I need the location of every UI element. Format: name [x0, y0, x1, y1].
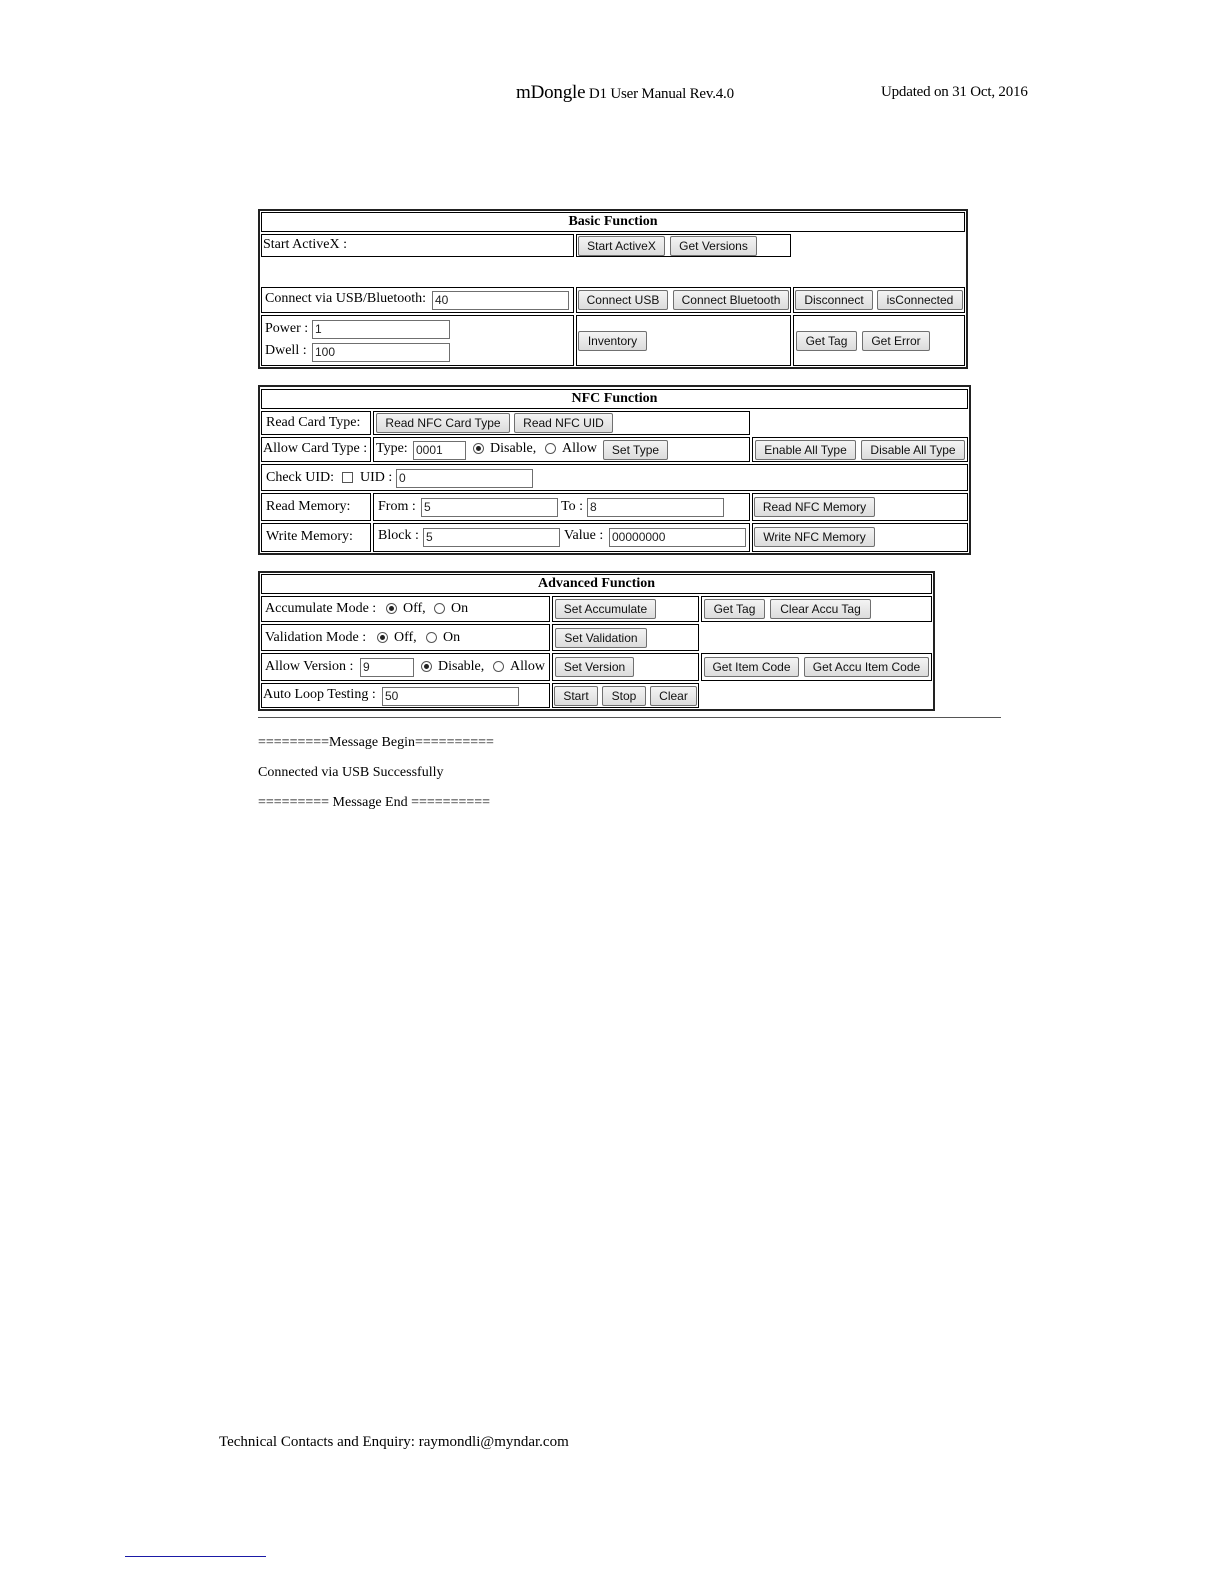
set-version-button[interactable]: Set Version	[555, 657, 634, 677]
isconnected-button[interactable]: isConnected	[877, 290, 963, 310]
version-disable-radio[interactable]	[421, 661, 432, 672]
clear-button[interactable]: Clear	[650, 686, 697, 706]
to-input[interactable]: 8	[587, 498, 724, 517]
set-validation-button[interactable]: Set Validation	[555, 628, 647, 648]
card-type-disable-label: Disable,	[490, 441, 537, 456]
disable-all-type-button[interactable]: Disable All Type	[861, 440, 965, 460]
get-versions-button[interactable]: Get Versions	[670, 236, 757, 256]
accumulate-off-radio[interactable]	[386, 603, 397, 614]
card-type-allow-radio[interactable]	[545, 443, 556, 454]
disconnect-button[interactable]: Disconnect	[795, 290, 873, 310]
auto-loop-input[interactable]: 50	[382, 687, 519, 706]
uid-input[interactable]: 0	[396, 469, 533, 488]
message-divider	[258, 717, 1001, 718]
dwell-input[interactable]: 100	[312, 343, 450, 362]
message-begin: =========Message Begin==========	[258, 735, 494, 750]
validation-mode-label: Validation Mode :	[265, 630, 367, 645]
value-label: Value :	[564, 528, 604, 543]
validation-off-label: Off,	[394, 630, 417, 645]
manual-name: D1 User Manual Rev.4.0	[588, 86, 734, 102]
accumulate-on-radio[interactable]	[434, 603, 445, 614]
from-label: From :	[378, 499, 416, 514]
version-allow-label: Allow	[510, 659, 545, 674]
accumulate-mode-label: Accumulate Mode :	[265, 601, 377, 616]
stop-button[interactable]: Stop	[602, 686, 646, 706]
start-activex-button[interactable]: Start ActiveX	[578, 236, 665, 256]
card-type-disable-radio[interactable]	[473, 443, 484, 454]
get-accu-item-code-button[interactable]: Get Accu Item Code	[804, 657, 929, 677]
read-nfc-memory-button[interactable]: Read NFC Memory	[754, 497, 875, 517]
dwell-label: Dwell :	[265, 343, 307, 358]
connect-label: Connect via USB/Bluetooth:	[265, 291, 426, 306]
updated-date: Updated on 31 Oct, 2016	[881, 84, 1028, 100]
set-accumulate-button[interactable]: Set Accumulate	[555, 599, 656, 619]
type-label: Type:	[376, 441, 408, 456]
block-label: Block :	[378, 528, 419, 543]
get-tag-button[interactable]: Get Tag	[796, 331, 857, 351]
version-disable-label: Disable,	[438, 659, 485, 674]
enable-all-type-button[interactable]: Enable All Type	[755, 440, 856, 460]
footer-link-underline	[125, 1556, 266, 1557]
inventory-button[interactable]: Inventory	[578, 331, 647, 351]
check-uid-label: Check UID:	[266, 470, 335, 485]
connect-usb-button[interactable]: Connect USB	[578, 290, 668, 310]
version-allow-radio[interactable]	[493, 661, 504, 672]
clear-accu-tag-button[interactable]: Clear Accu Tag	[770, 599, 871, 619]
card-type-allow-label: Allow	[562, 441, 597, 456]
footer-contact: Technical Contacts and Enquiry: raymondli@myndar.com	[219, 1434, 569, 1450]
validation-on-radio[interactable]	[426, 632, 437, 643]
validation-off-radio[interactable]	[377, 632, 388, 643]
read-nfc-card-type-button[interactable]: Read NFC Card Type	[376, 413, 510, 433]
write-memory-label: Write Memory:	[266, 529, 353, 544]
card-type-input[interactable]: 0001	[413, 441, 466, 460]
get-item-code-button[interactable]: Get Item Code	[704, 657, 799, 677]
allow-version-input[interactable]: 9	[360, 658, 414, 677]
value-input[interactable]: 00000000	[609, 528, 746, 547]
power-input[interactable]: 1	[312, 320, 450, 339]
manual-title	[516, 82, 734, 104]
advanced-function-title: Advanced Function	[261, 574, 932, 594]
brand-name: mDongle	[516, 82, 586, 103]
basic-function-title: Basic Function	[261, 212, 965, 232]
nfc-function-title: NFC Function	[261, 389, 968, 409]
advanced-get-tag-button[interactable]: Get Tag	[704, 599, 765, 619]
connect-bluetooth-button[interactable]: Connect Bluetooth	[673, 290, 789, 310]
uid-label: UID :	[360, 470, 393, 485]
set-type-button[interactable]: Set Type	[603, 440, 668, 460]
write-nfc-memory-button[interactable]: Write NFC Memory	[754, 527, 875, 547]
message-body: Connected via USB Successfully	[258, 765, 444, 780]
allow-card-type-label: Allow Card Type :	[263, 441, 368, 456]
start-button[interactable]: Start	[554, 686, 598, 706]
start-activex-label: Start ActiveX :	[263, 237, 347, 252]
auto-loop-label: Auto Loop Testing :	[263, 687, 376, 702]
message-end: ========= Message End ==========	[258, 795, 491, 810]
validation-on-label: On	[443, 630, 461, 645]
accumulate-off-label: Off,	[403, 601, 426, 616]
from-input[interactable]: 5	[421, 498, 558, 517]
block-input[interactable]: 5	[423, 528, 560, 547]
power-label: Power :	[265, 321, 309, 336]
accumulate-on-label: On	[451, 601, 469, 616]
read-memory-label: Read Memory:	[266, 499, 351, 514]
read-card-type-label: Read Card Type:	[266, 415, 361, 430]
check-uid-checkbox[interactable]	[342, 472, 353, 483]
to-label: To :	[561, 499, 583, 514]
allow-version-label: Allow Version :	[265, 659, 354, 674]
get-error-button[interactable]: Get Error	[862, 331, 930, 351]
read-nfc-uid-button[interactable]: Read NFC UID	[514, 413, 613, 433]
connect-port-input[interactable]: 40	[432, 291, 569, 310]
